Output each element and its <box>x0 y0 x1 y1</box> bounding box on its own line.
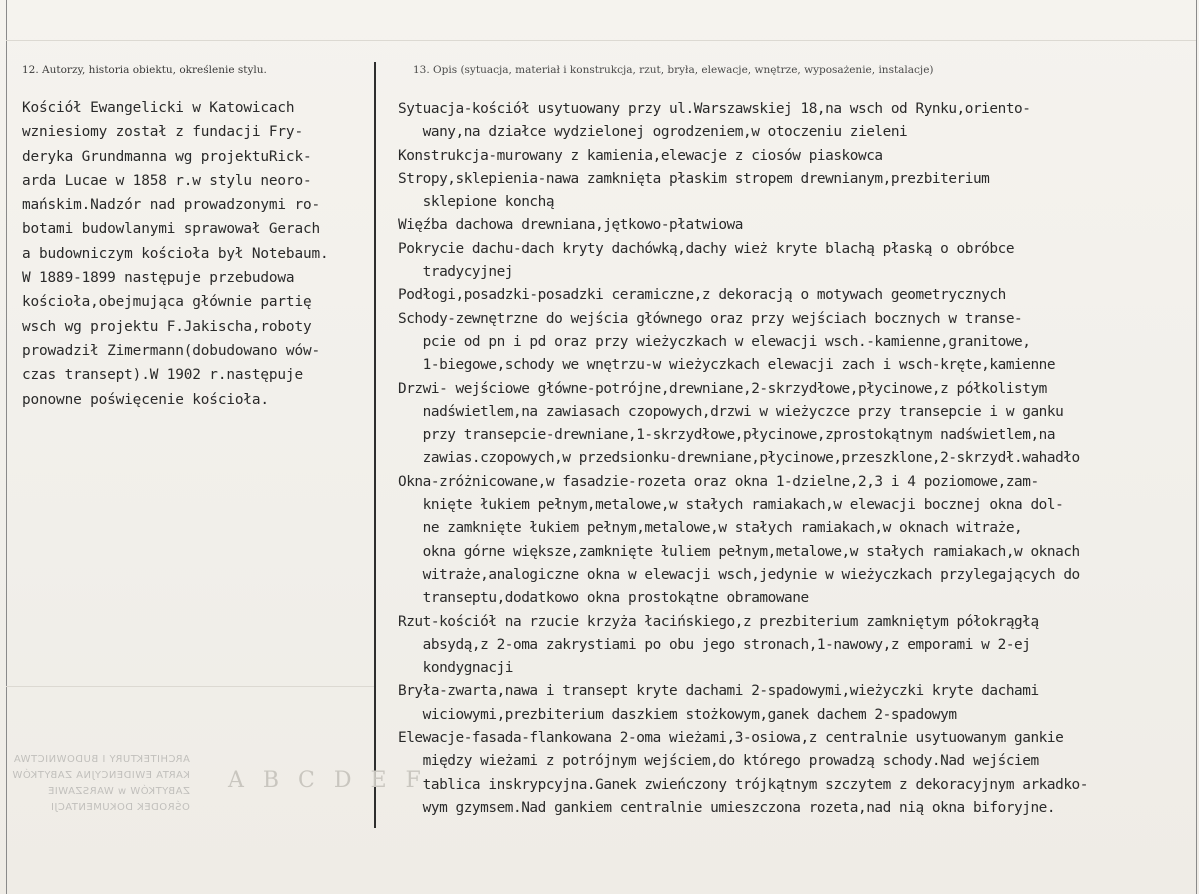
history-line: a budowniczym kościoła był Notebaum. <box>22 245 329 262</box>
history-line: mańskim.Nadzór nad prowadzonymi ro- <box>22 197 320 214</box>
history-line: arda Lucae w 1858 r.w stylu neoro- <box>22 172 312 189</box>
description-line: wym gzymsem.Nad gankiem centralnie umieszczona rozeta,nad nią okna biforyjne. <box>398 799 1056 816</box>
description-line: Podłogi,posadzki-posadzki ceramiczne,z dekoracją o motywach geometrycznych <box>398 287 1006 304</box>
description-line: transeptu,dodatkowo okna prostokątne obramowane <box>398 590 809 607</box>
description-line: Pokrycie dachu-dach kryty dachówką,dachy wież kryte blachą płaską o obróbce <box>398 240 1015 257</box>
stamp-line: ZABYTKÓW w WARSZAWIE <box>47 786 190 797</box>
description-line: Drzwi- wejściowe główne-potrójne,drewniane,2-skrzydłowe,płycinowe,z półkolistym <box>398 380 1047 397</box>
stamp-line: KARTA EWIDENCYJNA ZABYTKÓW <box>12 770 190 781</box>
description-line: kondygnacji <box>398 660 513 677</box>
stamp-text <box>12 752 190 816</box>
description-line: Więźba dachowa drewniana,jętkowo-płatwiowa <box>398 217 743 234</box>
description-line: tradycyjnej <box>398 264 513 281</box>
description-line: 1-biegowe,schody we wnętrzu-w wieżyczkach elewacji zach i wsch-kręte,kamienne <box>398 357 1056 374</box>
description-line: wiciowymi,prezbiterium daszkiem stożkowym,ganek dachem 2-spadowym <box>398 706 957 723</box>
history-line: W 1889-1899 następuje przebudowa <box>22 270 295 287</box>
stamp-letters: A B C D E F <box>228 768 427 793</box>
history-line: ponowne poświęcenie kościoła. <box>22 391 269 408</box>
description-line: knięte łukiem pełnym,metalowe,w stałych ramiakach,w elewacji bocznej okna dol- <box>398 497 1064 514</box>
column-divider <box>374 62 376 828</box>
faint-rule <box>6 40 1196 41</box>
description-line: ne zamknięte łukiem pełnym,metalowe,w stałych ramiakach,w oknach witraże, <box>398 520 1023 537</box>
description-line: Rzut-kościół na rzucie krzyża łacińskiego,z prezbiterium zamkniętym półokrągłą <box>398 613 1039 630</box>
history-line: prowadził Zimermann(dobudowano wów- <box>22 342 320 359</box>
description-line: Okna-zróżnicowane,w fasadzie-rozeta oraz okna 1-dzielne,2,3 i 4 poziomowe,zam- <box>398 473 1039 490</box>
description-line: Sytuacja-kościół usytuowany przy ul.Warszawskiej 18,na wsch od Rynku,oriento- <box>398 101 1031 117</box>
description-line: witraże,analogiczne okna w elewacji wsch,jedynie w wieżyczkach przylegających do <box>398 566 1080 583</box>
history-text <box>22 96 372 412</box>
description-line: tablica inskrypcyjna.Ganek zwieńczony trójkątnym szczytem z dekoracyjnym arkadko- <box>398 776 1088 793</box>
description-text <box>398 98 1198 820</box>
history-line: wzniesiomy został z fundacji Fry- <box>22 124 303 141</box>
description-line: Stropy,sklepienia-nawa zamknięta płaskim stropem drewnianym,prezbiterium <box>398 170 990 187</box>
section-12-header: 12. Autorzy, historia obiektu, określenie stylu. <box>22 64 267 76</box>
description-line: wany,na działce wydzielonej ogrodzeniem,w otoczeniu zieleni <box>398 124 908 141</box>
description-line: między wieżami z potrójnym wejściem,do którego prowadzą schody.Nad wejściem <box>398 753 1039 770</box>
archive-stamp <box>0 740 374 860</box>
description-line: Bryła-zwarta,nawa i transept kryte dachami 2-spadowymi,wieżyczki kryte dachami <box>398 683 1039 700</box>
description-line: Schody-zewnętrzne do wejścia głównego oraz przy wejściach bocznych w transe- <box>398 310 1023 327</box>
left-border <box>6 0 7 894</box>
description-line: przy transepcie-drewniane,1-skrzydłowe,płycinowe,zprostokątnym nadświetlem,na <box>398 427 1056 444</box>
history-line: kościoła,obejmująca głównie partię <box>22 294 312 311</box>
history-line: wsch wg projektu F.Jakischa,roboty <box>22 318 312 335</box>
history-line: czas transept).W 1902 r.następuje <box>22 367 303 384</box>
stamp-line: ARCHITEKTURY I BUDOWNICTWA <box>13 754 190 765</box>
description-line: pcie od pn i pd oraz przy wieżyczkach w elewacji wsch.-kamienne,granitowe, <box>398 333 1031 350</box>
history-line: Kościół Ewangelicki w Katowicach <box>22 100 295 116</box>
description-line: nadświetlem,na zawiasach czopowych,drzwi w wieżyczce przy transepcie i w ganku <box>398 403 1064 420</box>
description-line: sklepione konchą <box>398 194 555 211</box>
description-line: zawias.czopowych,w przedsionku-drewniane,płycinowe,przeszklone,2-skrzydł.wahadło <box>398 450 1080 467</box>
history-line: botami budowlanymi sprawował Gerach <box>22 221 320 238</box>
faint-rule <box>6 686 376 687</box>
description-line: Konstrukcja-murowany z kamienia,elewacje z ciosów piaskowca <box>398 147 883 164</box>
description-line: absydą,z 2-oma zakrystiami po obu jego stronach,1-nawowy,z emporami w 2-ej <box>398 636 1031 653</box>
description-line: okna górne większe,zamknięte łuliem pełnym,metalowe,w stałych ramiakach,w oknach <box>398 543 1080 560</box>
stamp-line: OŚRODEK DOKUMENTACJI <box>50 802 190 813</box>
history-line: deryka Grundmanna wg projektuRick- <box>22 148 312 165</box>
description-line: Elewacje-fasada-flankowana 2-oma wieżami,3-osiowa,z centralnie usytuowanym gankie <box>398 730 1064 747</box>
section-13-header: 13. Opis (sytuacja, materiał i konstrukcja, rzut, bryła, elewacje, wnętrze, wyposażenie, instalacje) <box>413 64 934 76</box>
